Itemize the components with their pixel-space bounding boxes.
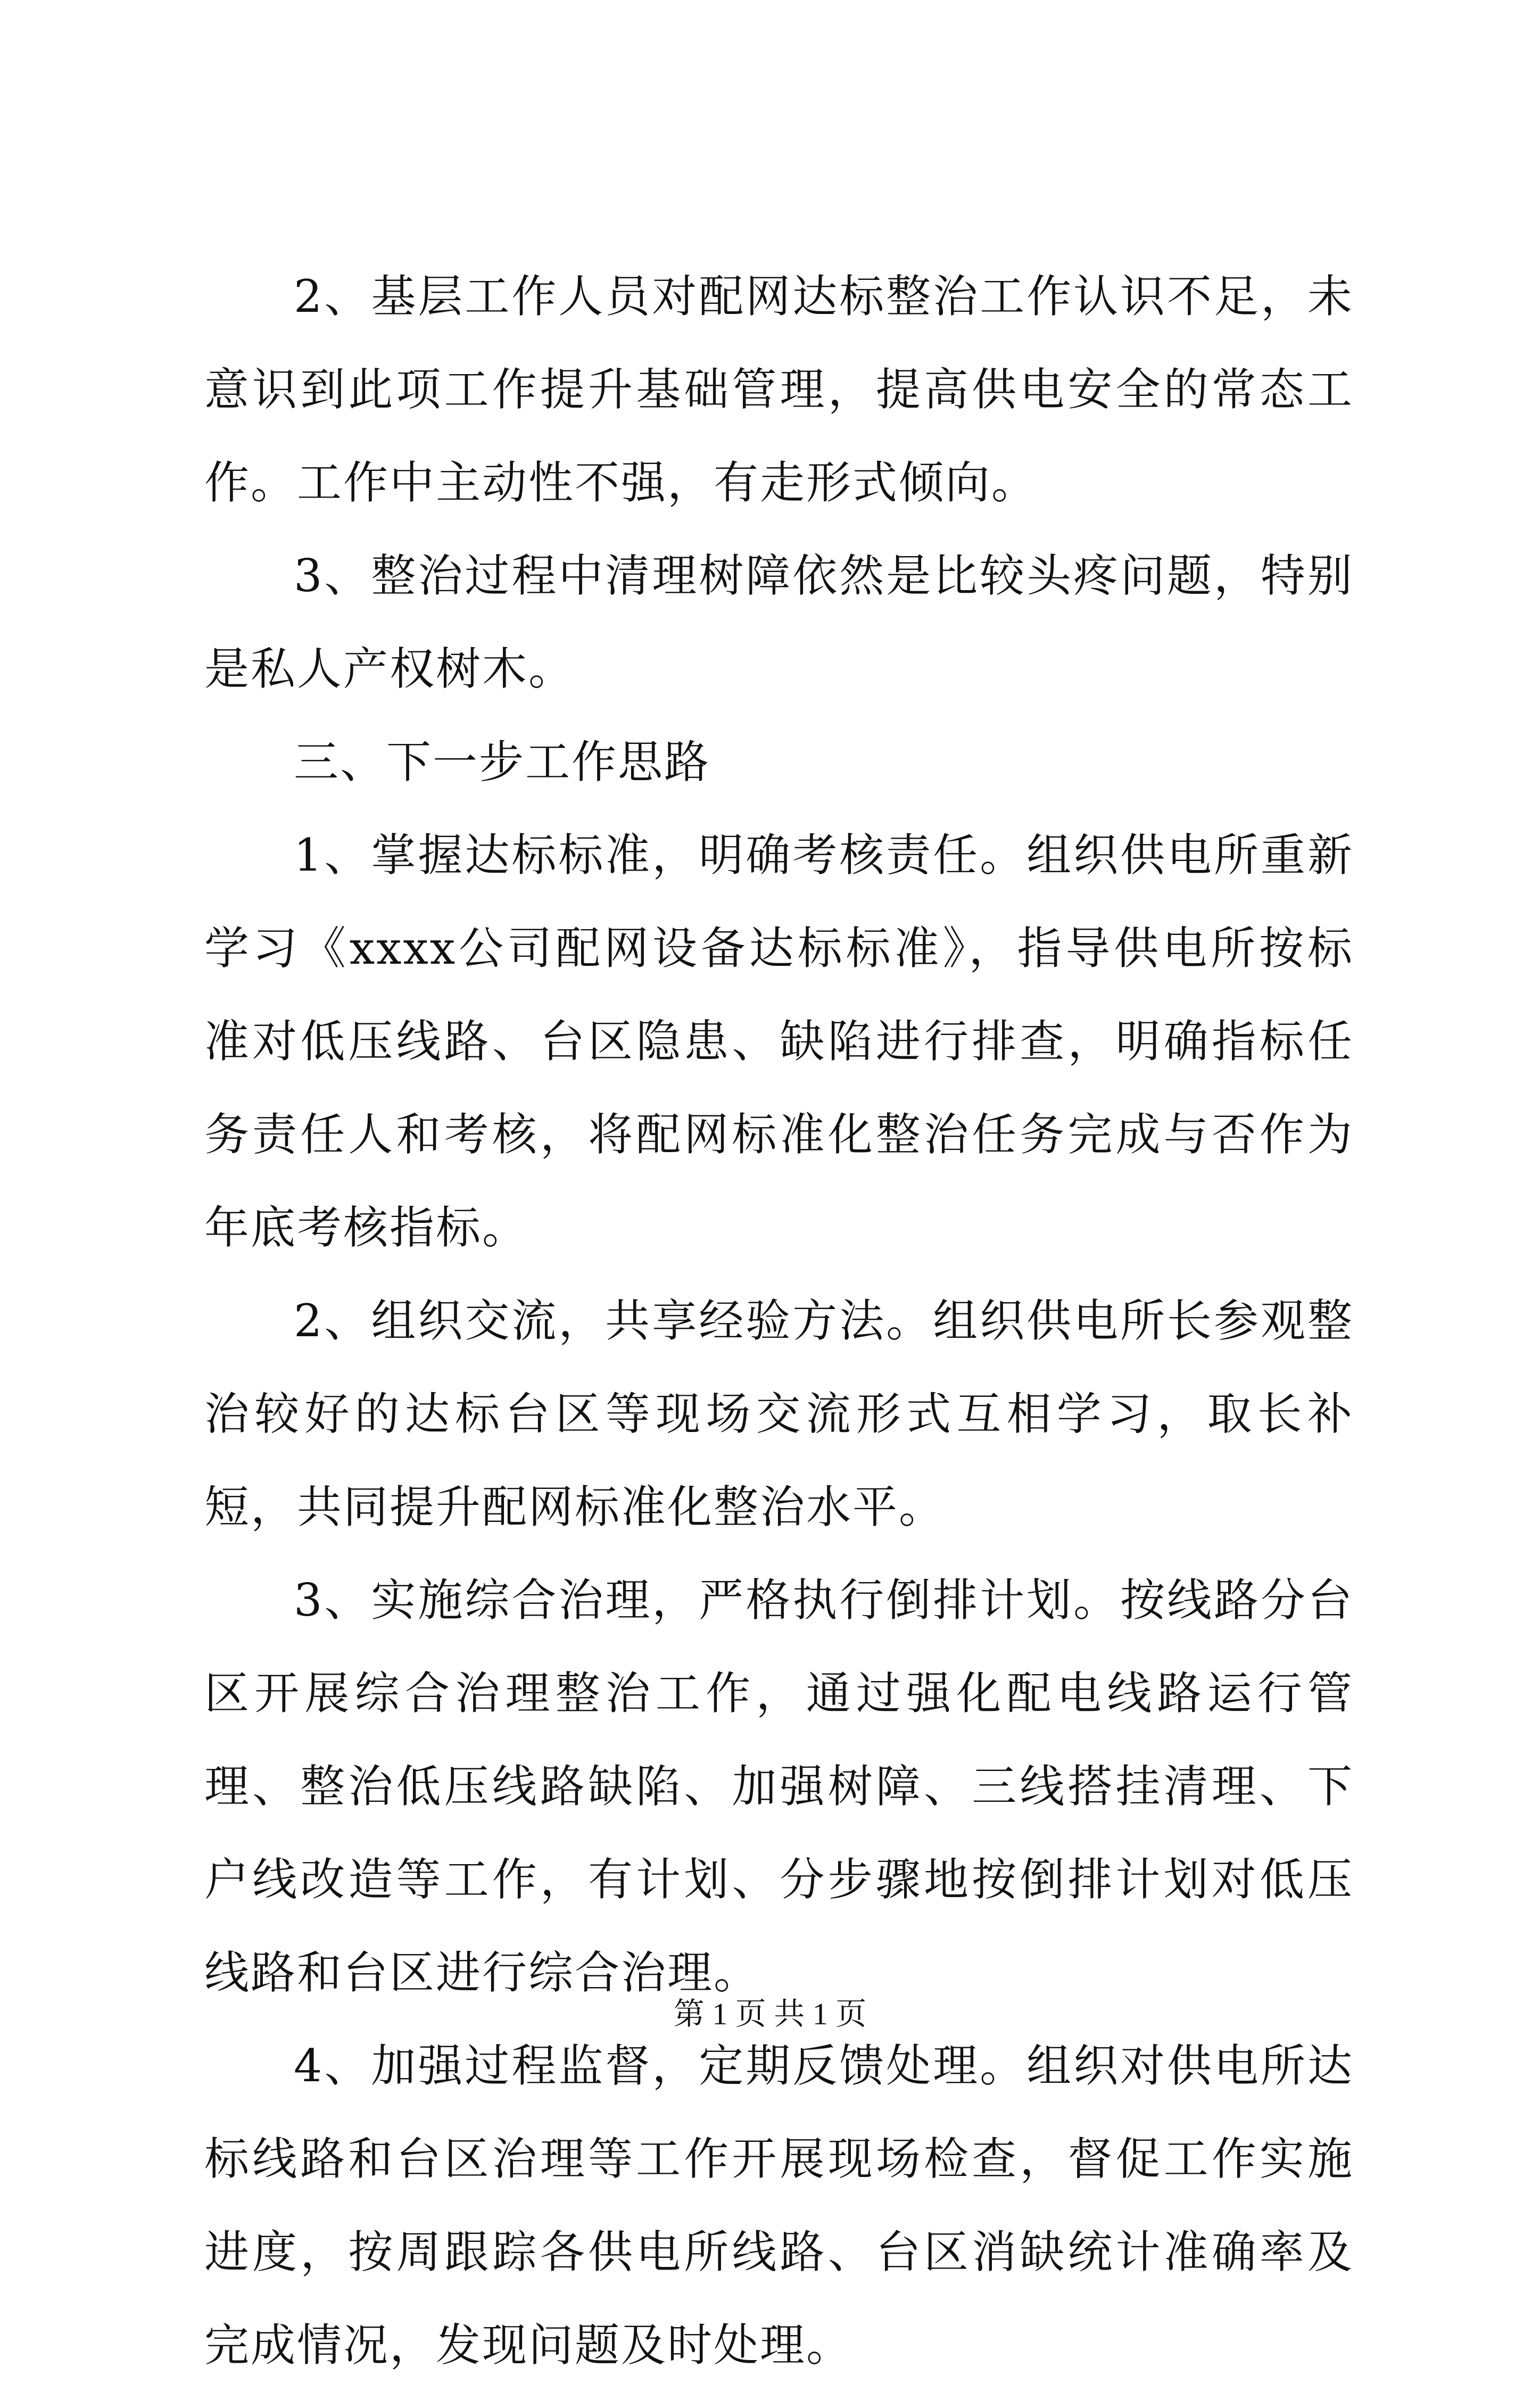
- paragraph-step-2: 2、组织交流，共享经验方法。组织供电所长参观整治较好的达标台区等现场交流形式互相学习，取长补短，共同提升配网标准化整治水平。: [204, 1295, 1354, 1533]
- paragraph-step-4: 4、加强过程监督，定期反馈处理。组织对供电所达标线路和台区治理等工作开展现场检查，督促工作实施进度，按周跟踪各供电所线路、台区消缺统计准确率及完成情况，发现问题及时处理。: [204, 2040, 1354, 2371]
- paragraph-step-1: 1、掌握达标标准，明确考核责任。组织供电所重新学习《xxxx公司配网设备达标标准》，指导供电所按标准对低压线路、台区隐患、缺陷进行排查，明确指标任务责任人和考核，将配网标准化整治任务完成与否作为年底考核指标。: [204, 829, 1354, 1254]
- paragraph-issue-2: 2、基层工作人员对配网达标整治工作认识不足，未意识到此项工作提升基础管理，提高供电安全的常态工作。工作中主动性不强，有走形式倾向。: [204, 270, 1354, 509]
- page-number-footer: 第 1 页 共 1 页: [673, 1997, 867, 2031]
- paragraph-issue-3: 3、整治过程中清理树障依然是比较头疼问题，特别是私人产权树木。: [204, 550, 1354, 695]
- paragraph-step-3: 3、实施综合治理，严格执行倒排计划。按线路分台区开展综合治理整治工作，通过强化配电线路运行管理、整治低压线路缺陷、加强树障、三线搭挂清理、下户线改造等工作，有计划、分步骤地按倒排计划对低压线路和台区进行综合治理。: [204, 1574, 1354, 1999]
- section-heading-next-steps: 三、下一步工作思路: [294, 736, 711, 788]
- document-body: [204, 250, 1354, 2392]
